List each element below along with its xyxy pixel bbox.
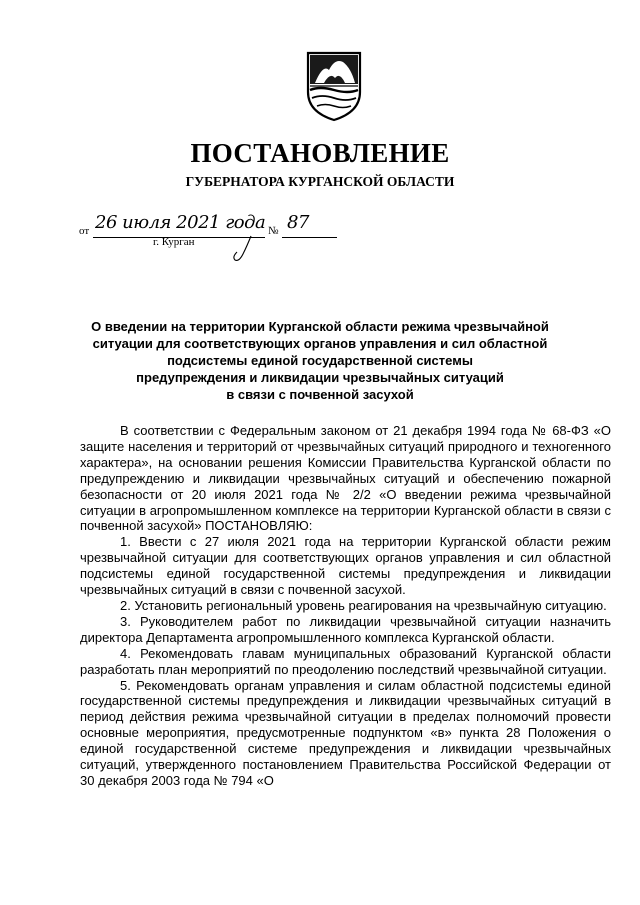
kurgan-coat-of-arms-icon (305, 50, 363, 122)
heading-line: в связи с почвенной засухой (226, 387, 414, 402)
heading-line: предупреждения и ликвидации чрезвычайных ситуаций (136, 370, 504, 385)
city-label: г. Курган (153, 236, 195, 248)
date-number-line (79, 212, 379, 262)
decree-body (80, 423, 611, 789)
heading-line: подсистемы единой государственной системы (167, 353, 473, 368)
number-label: № (268, 225, 279, 237)
decree-heading (80, 318, 560, 403)
heading-line: О введении на территории Курганской области режима чрезвычайной (91, 319, 549, 334)
clause-paragraph: 1. Ввести с 27 июля 2021 года на территории Курганской области режим чрезвычайной ситуации для соответствующих органов управления и сил областной подсистемы единой государственной системы предупреждения и ликвидации чрезвычайных ситуаций в связи с почвенной засухой. (80, 534, 611, 598)
document-subtitle: ГУБЕРНАТОРА КУРГАНСКОЙ ОБЛАСТИ (185, 174, 455, 189)
clause-paragraph: 5. Рекомендовать органам управления и силам областной подсистемы единой государственной системы предупреждения и ликвидации чрезвычайных ситуаций в период действия режима чрезвычайной ситуации в пределах полномочий провести основные мероприятия, предусмотренные подпунктом «в» пункта 28 Положения о единой государственной системе предупреждения и ликвидации чрезвычайных ситуаций, утвержденного постановлением Правительства Российской Федерации от 30 декабря 2003 года № 794 «О (80, 677, 611, 788)
preamble-paragraph: В соответствии с Федеральным законом от 21 декабря 1994 года № 68-ФЗ «О защите населения и территорий от чрезвычайных ситуаций природного и техногенного характера», на основании решения Комиссии Правительства Курганской области по предупреждению и ликвидации чрезвычайных ситуаций и обеспечению пожарной безопасности от 20 июля 2021 года № 2/2 «О введении режима чрезвычайной ситуации в агропромышленном комплексе на территории Курганской области в связи с почвенной засухой» ПОСТАНОВЛЯЮ: (80, 423, 611, 534)
document-title: ПОСТАНОВЛЕНИЕ (190, 138, 450, 168)
handwritten-number: 87 (287, 212, 309, 233)
handwriting-stroke-icon (229, 234, 259, 264)
handwritten-date: 26 июля 2021 года (95, 212, 266, 233)
clause-paragraph: 3. Руководителем работ по ликвидации чрезвычайной ситуации назначить директора Департамента агропромышленного комплекса Курганской области. (80, 613, 611, 645)
heading-line: ситуации для соответствующих органов управления и сил областной (92, 336, 548, 351)
clause-paragraph: 2. Установить региональный уровень реагирования на чрезвычайную ситуацию. (120, 597, 607, 613)
date-from-label: от (79, 225, 90, 237)
clause-paragraph: 4. Рекомендовать главам муниципальных образований Курганской области разработать план мероприятий по преодолению последствий чрезвычайной ситуации. (80, 645, 611, 677)
number-underline (282, 237, 337, 238)
